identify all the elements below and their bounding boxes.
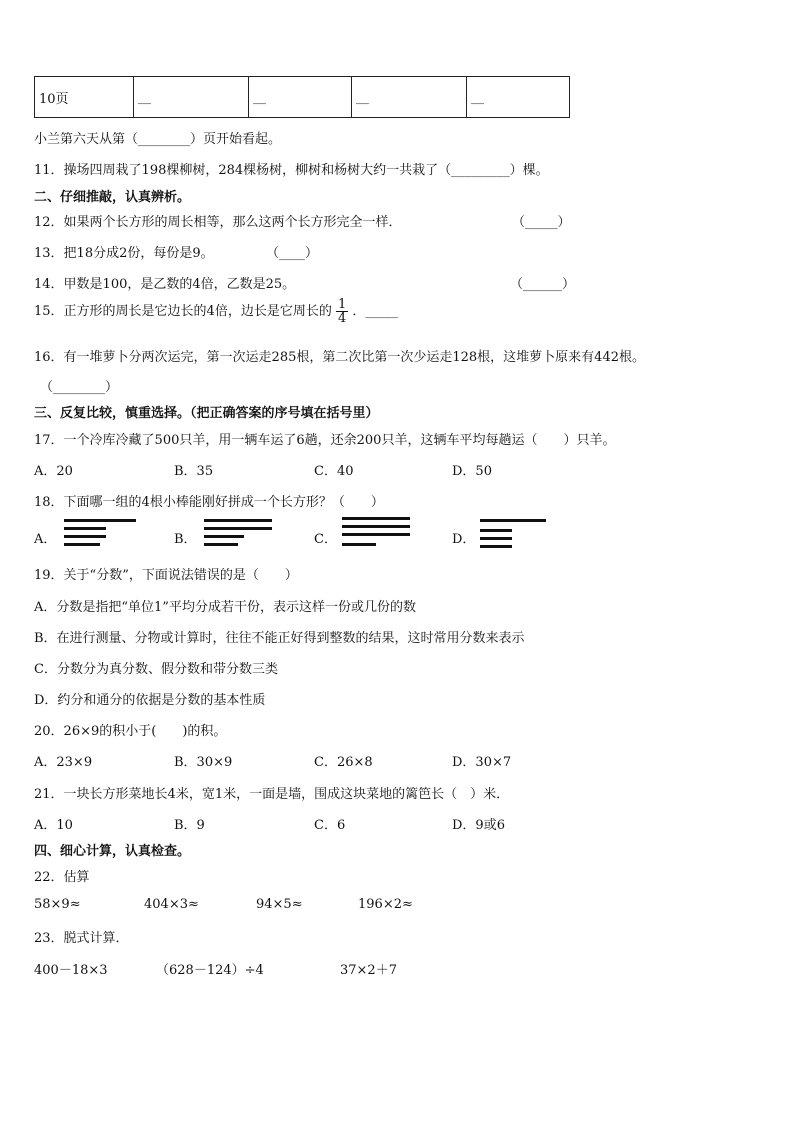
option-19-d: D．约分和通分的依据是分数的基本性质 xyxy=(34,693,266,708)
option-18-a: A． xyxy=(34,532,57,547)
table-row-label: 10页 xyxy=(35,77,134,118)
option-19-a: A．分数是指把“单位1”平均分成若干份，表示这样一份或几份的数 xyxy=(34,600,416,615)
option-21-c: C．6 xyxy=(314,818,346,833)
estimate-item: 94×5≈ xyxy=(256,897,303,912)
question-15-text: 15．正方形的周长是它边长的4倍，边长是它周长的 xyxy=(34,304,332,319)
answer-blank-13: （____） xyxy=(266,246,319,261)
option-21-a: A．10 xyxy=(34,818,73,833)
question-15-tail: ．_____ xyxy=(352,304,398,319)
option-19-c: C．分数分为真分数、假分数和带分数三类 xyxy=(34,662,278,677)
option-18-d: D． xyxy=(452,532,476,547)
option-20-c: C．26×8 xyxy=(314,755,373,770)
sticks-d xyxy=(480,519,560,551)
sticks-b xyxy=(204,519,284,551)
answer-blank-16: （________） xyxy=(40,380,119,395)
option-20-d: D．30×7 xyxy=(452,755,512,770)
section-2-heading: 二、仔细推敲，认真辨析。 xyxy=(34,190,191,205)
question-13: 13．把18分成2份，每份是9。 xyxy=(34,246,214,261)
answer-blank-14: （______） xyxy=(510,277,576,292)
question-19: 19．关于“分数”，下面说法错误的是（ ） xyxy=(34,568,298,583)
xiaolan-question: 小兰第六天从第（________）页开始看起。 xyxy=(34,132,282,147)
question-18: 18．下面哪一组的4根小棒能刚好拼成一个长方形？（ ） xyxy=(34,495,384,510)
reading-table xyxy=(34,76,570,118)
question-14: 14．甲数是100，是乙数的4倍，乙数是25。 xyxy=(34,277,296,292)
option-19-b: B．在进行测量、分物或计算时，往往不能正好得到整数的结果，这时常用分数来表示 xyxy=(34,631,525,646)
option-21-b: B．9 xyxy=(174,818,205,833)
question-11: 11．操场四周栽了198棵柳树，284棵杨树，柳树和杨树大约一共栽了（_________）棵。 xyxy=(34,163,549,178)
estimate-item: 196×2≈ xyxy=(358,897,413,912)
table-cell: __ xyxy=(249,77,352,118)
fraction-one-quarter xyxy=(336,298,348,325)
option-17-c: C．40 xyxy=(314,464,354,479)
option-18-b: B． xyxy=(174,532,197,547)
question-23: 23．脱式计算． xyxy=(34,931,129,946)
sticks-a xyxy=(64,519,144,551)
table-cell: __ xyxy=(134,77,249,118)
question-22: 22．估算 xyxy=(34,870,90,885)
estimate-item: 58×9≈ xyxy=(34,897,81,912)
calc-item: 37×2＋7 xyxy=(340,963,397,978)
option-20-b: B．30×9 xyxy=(174,755,233,770)
calc-item: 400－18×3 xyxy=(34,963,108,978)
section-4-heading: 四、细心计算，认真检查。 xyxy=(34,844,191,859)
calc-item: （628－124）÷4 xyxy=(156,963,264,978)
option-20-a: A．23×9 xyxy=(34,755,93,770)
fraction-denominator: 4 xyxy=(337,311,347,326)
question-15 xyxy=(34,298,398,325)
sticks-c xyxy=(342,517,422,551)
option-17-a: A．20 xyxy=(34,464,73,479)
question-20: 20．26×9的积小于( )的积。 xyxy=(34,724,227,739)
question-16: 16．有一堆萝卜分两次运完，第一次运走285根，第二次比第一次少运走128根，这堆萝卜原来有442根。 xyxy=(34,350,645,365)
answer-blank-12: （_____） xyxy=(512,215,571,230)
question-17: 17．一个冷库冷藏了500只羊，用一辆车运了6趟，还余200只羊，这辆车平均每趟运（ ）只羊。 xyxy=(34,433,616,448)
option-21-d: D．9或6 xyxy=(452,818,505,833)
fraction-numerator: 1 xyxy=(337,297,347,312)
section-3-heading: 三、反复比较，慎重选择。（把正确答案的序号填在括号里） xyxy=(34,406,379,421)
table-cell: __ xyxy=(467,77,570,118)
option-17-b: B．35 xyxy=(174,464,214,479)
question-12: 12．如果两个长方形的周长相等，那么这两个长方形完全一样． xyxy=(34,215,402,230)
table-row xyxy=(35,77,570,118)
question-21: 21．一块长方形菜地长4米，宽1米，一面是墙，围成这块菜地的篱笆长（ ）米． xyxy=(34,787,510,802)
estimate-item: 404×3≈ xyxy=(144,897,199,912)
option-17-d: D．50 xyxy=(452,464,492,479)
table-cell: __ xyxy=(352,77,467,118)
option-18-c: C． xyxy=(314,532,337,547)
